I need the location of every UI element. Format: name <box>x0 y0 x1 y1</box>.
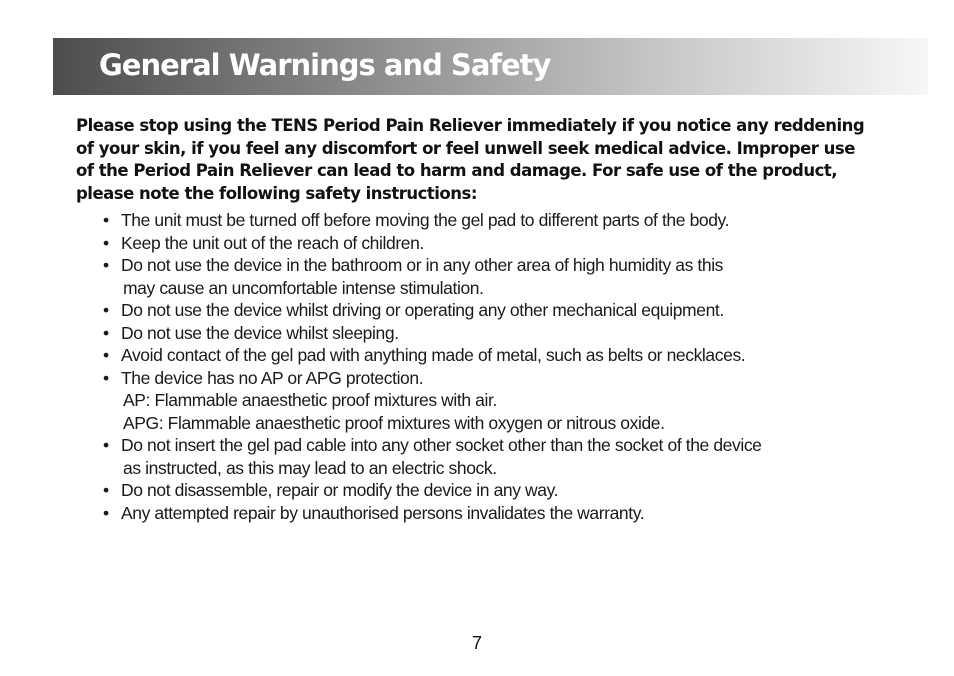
warning-item-ap-apg <box>100 367 900 435</box>
bullet-icon: • <box>103 502 109 523</box>
warning-item-humidity <box>100 254 900 299</box>
bullet-icon: • <box>103 210 109 230</box>
bullet-icon: • <box>103 255 109 275</box>
warning-text: Any attempted repair by unauthorised persons invalidates the warranty. <box>121 502 645 523</box>
warning-text: Keep the unit out of the reach of children. <box>121 232 424 253</box>
warning-item-turn-off <box>100 209 900 232</box>
warning-item-sleeping <box>100 322 900 345</box>
bullet-icon: • <box>103 435 109 455</box>
intro-paragraph: Please stop using the TENS Period Pain Reliever immediately if you notice any reddening of your skin, if you feel any discomfort or feel unwell seek medical advice. Improper use of the Period Pain Reliever can lead to harm and damage. For safe use of the product, please note the following safety instructions: <box>76 116 865 204</box>
warning-text: Do not use the device whilst sleeping. <box>121 322 399 343</box>
warning-text-continued: may cause an uncomfortable intense stimulation. <box>123 277 484 298</box>
warning-text: Do not insert the gel pad cable into any other socket other than the socket of the device <box>121 435 762 455</box>
bullet-icon: • <box>103 480 109 500</box>
warning-text: The unit must be turned off before moving the gel pad to different parts of the body. <box>121 210 730 230</box>
warning-item-disassemble <box>100 479 900 502</box>
warning-item-metal <box>100 344 900 367</box>
bullet-icon: • <box>103 345 109 365</box>
warning-item-children <box>100 232 900 255</box>
ap-definition: AP: Flammable anaesthetic proof mixtures with air. <box>123 390 497 410</box>
warning-text: Do not disassemble, repair or modify the device in any way. <box>121 480 559 500</box>
warning-text: Avoid contact of the gel pad with anything made of metal, such as belts or necklaces. <box>121 345 746 365</box>
bullet-icon: • <box>103 322 109 343</box>
bullet-icon: • <box>103 367 109 388</box>
safety-warnings-list <box>100 209 900 524</box>
section-header-bar <box>53 38 928 95</box>
page-number: 7 <box>471 633 482 653</box>
warning-text: Do not use the device whilst driving or operating any other mechanical equipment. <box>121 300 724 320</box>
warning-item-socket <box>100 434 900 479</box>
page-title: General Warnings and Safety <box>99 48 551 82</box>
warning-item-driving <box>100 299 900 322</box>
bullet-icon: • <box>103 232 109 253</box>
warning-text: Do not use the device in the bathroom or in any other area of high humidity as this <box>121 255 724 275</box>
bullet-icon: • <box>103 300 109 320</box>
warning-text: The device has no AP or APG protection. <box>121 367 424 388</box>
warning-item-warranty <box>100 502 900 525</box>
warning-text-continued: as instructed, as this may lead to an electric shock. <box>123 457 497 478</box>
apg-definition: APG: Flammable anaesthetic proof mixtures with oxygen or nitrous oxide. <box>123 412 665 433</box>
